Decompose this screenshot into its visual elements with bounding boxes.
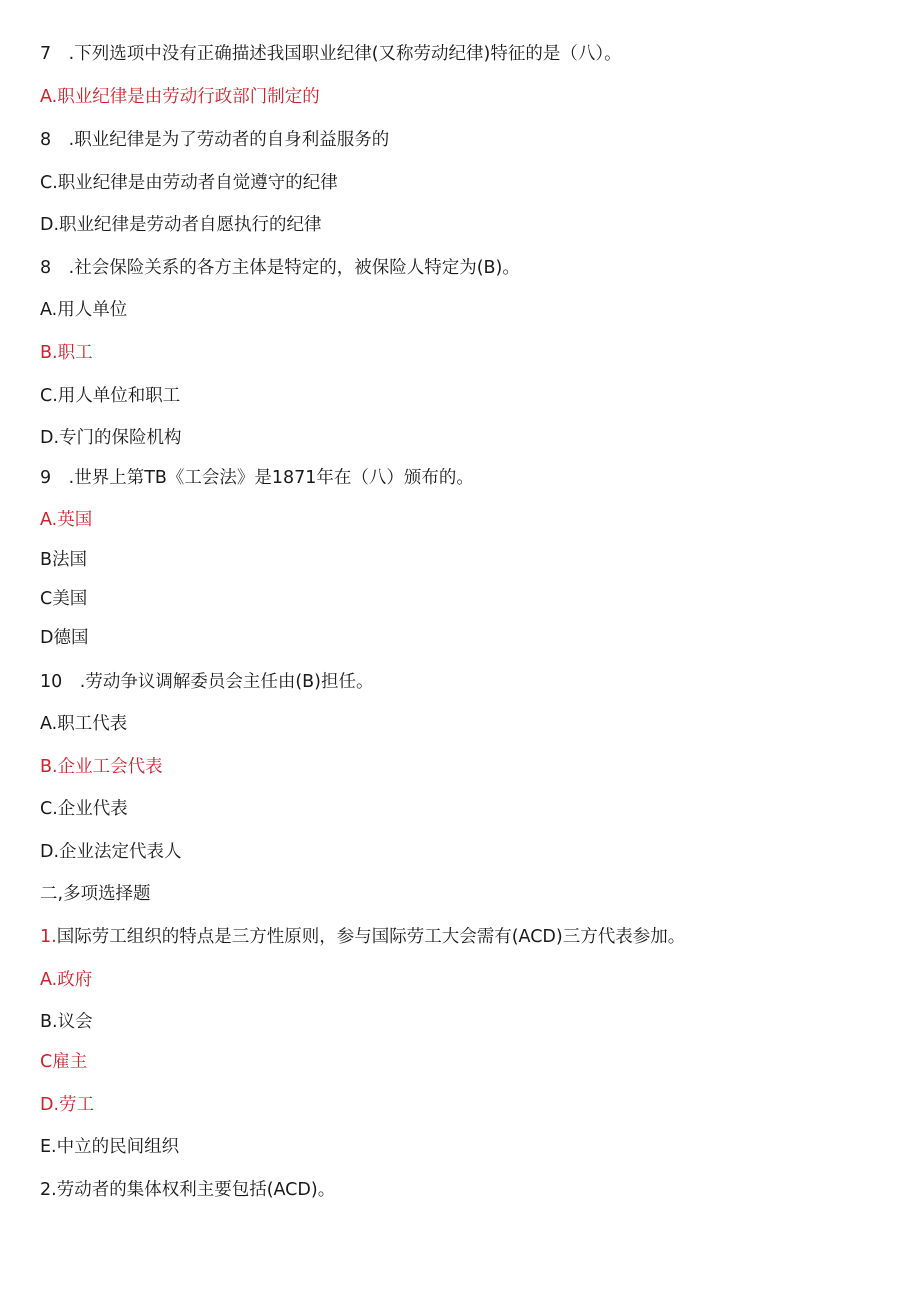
- question-8-option-c: C.用人单位和职工: [40, 386, 181, 406]
- multi-question-2-stem: 2.劳动者的集体权利主要包括(ACD)。: [40, 1180, 336, 1200]
- question-7-option-d: D.职业纪律是劳动者自愿执行的纪律: [40, 215, 322, 235]
- question-10-option-d: D.企业法定代表人: [40, 842, 182, 862]
- question-7-option-b: 8 .职业纪律是为了劳动者的自身利益服务的: [40, 130, 390, 150]
- question-9-option-c: C美国: [40, 589, 88, 609]
- question-10-option-c: C.企业代表: [40, 799, 128, 819]
- multi-question-1-option-c-answer: C雇主: [40, 1052, 88, 1072]
- multi-question-1-option-e: E.中立的民间组织: [40, 1137, 180, 1157]
- multi-question-1-number: 1.: [40, 927, 57, 947]
- section-heading-multiple-choice: 二,多项选择题: [40, 884, 151, 904]
- question-10-option-a: A.职工代表: [40, 714, 128, 734]
- question-9-option-a-answer: A.英国: [40, 510, 93, 530]
- question-8-option-a: A.用人单位: [40, 300, 128, 320]
- question-8-stem: 8 .社会保险关系的各方主体是特定的，被保险人特定为(B)。: [40, 258, 520, 278]
- question-7-stem: 7 .下列选项中没有正确描述我国职业纪律(又称劳动纪律)特征的是（八）。: [40, 44, 622, 64]
- question-7-option-c: C.职业纪律是由劳动者自觉遵守的纪律: [40, 173, 338, 193]
- multi-question-1-option-b: B.议会: [40, 1012, 93, 1032]
- multi-question-1-option-a-answer: A.政府: [40, 970, 93, 990]
- question-9-option-b: B法国: [40, 550, 88, 570]
- question-8-option-d: D.专门的保险机构: [40, 428, 182, 448]
- question-10-option-b-answer: B.企业工会代表: [40, 757, 163, 777]
- multi-question-1-text: 国际劳工组织的特点是三方性原则，参与国际劳工大会需有(ACD)三方代表参加。: [56, 927, 686, 947]
- question-10-stem: 10 .劳动争议调解委员会主任由(B)担任。: [40, 672, 374, 692]
- multi-question-1-stem: [40, 925, 685, 949]
- question-9-option-d: D德国: [40, 628, 89, 648]
- question-7-option-a-answer: A.职业纪律是由劳动行政部门制定的: [40, 87, 320, 107]
- question-8-option-b-answer: B.职工: [40, 343, 93, 363]
- question-9-stem: 9 .世界上第TB《工会法》是1871年在（八）颁布的。: [40, 468, 474, 488]
- multi-question-1-option-d-answer: D.劳工: [40, 1095, 95, 1115]
